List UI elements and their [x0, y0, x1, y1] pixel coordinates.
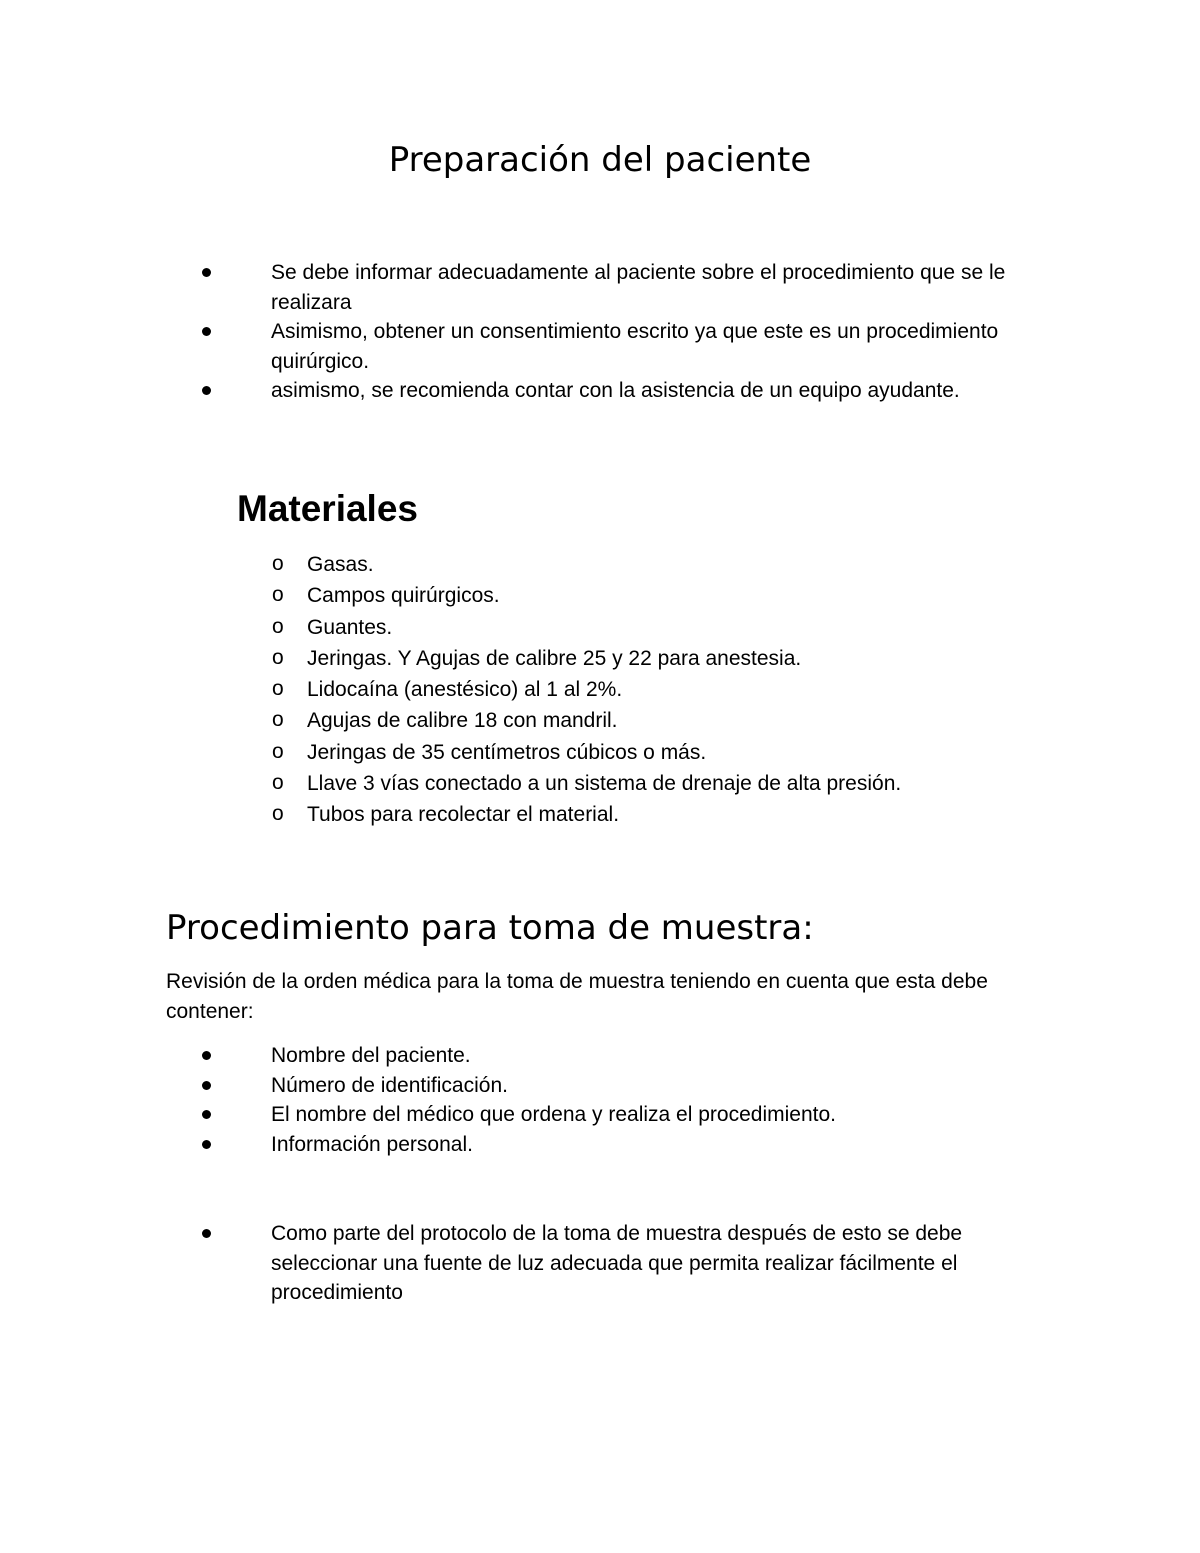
circle-bullet-icon: o: [272, 771, 284, 795]
final-list: [202, 1219, 1042, 1308]
bullet-icon: [202, 327, 211, 336]
list-item-text: Gasas.: [307, 553, 374, 576]
list-item: [202, 1219, 1042, 1308]
list-item: [202, 1130, 1022, 1160]
list-item-text: Jeringas. Y Agujas de calibre 25 y 22 para anestesia.: [307, 646, 802, 670]
list-item: [272, 799, 1072, 830]
bullet-icon: [202, 386, 211, 395]
list-item: [202, 1071, 1022, 1101]
preparacion-list: [202, 258, 1022, 406]
list-item: [272, 580, 1072, 611]
list-item-text: El nombre del médico que ordena y realiza el procedimiento.: [271, 1103, 836, 1126]
document-title: Preparación del paciente: [388, 140, 812, 180]
list-item: [272, 643, 1072, 674]
list-item: [272, 705, 1072, 736]
bullet-icon: [202, 1229, 211, 1238]
list-item-text: Asimismo, obtener un consentimiento escrito ya que este es un procedimiento quirúrgico.: [271, 320, 999, 373]
list-item: [272, 674, 1072, 705]
bullet-icon: [202, 268, 211, 277]
list-item-text: Tubos para recolectar el material.: [307, 803, 620, 827]
list-item: [272, 768, 1072, 799]
list-item-text: Nombre del paciente.: [271, 1044, 471, 1067]
circle-bullet-icon: o: [272, 802, 284, 826]
circle-bullet-icon: o: [272, 708, 284, 732]
list-item: [202, 258, 1022, 317]
list-item: [202, 376, 1022, 406]
materiales-list: [272, 549, 1072, 831]
list-item-text: Campos quirúrgicos.: [307, 584, 500, 608]
materiales-heading: Materiales: [237, 488, 418, 529]
circle-bullet-icon: o: [272, 552, 284, 575]
procedimiento-intro: Revisión de la orden médica para la toma de muestra teniendo en cuenta que esta debe contener:: [166, 970, 988, 1023]
list-item-text: Guantes.: [307, 615, 393, 639]
list-item: [202, 317, 1022, 376]
list-item-text: Llave 3 vías conectado a un sistema de drenaje de alta presión.: [307, 772, 902, 796]
list-item: [202, 1041, 1022, 1071]
circle-bullet-icon: o: [272, 645, 284, 669]
list-item-text: Número de identificación.: [271, 1073, 508, 1097]
orden-list: [202, 1041, 1022, 1159]
list-item: [272, 549, 1072, 580]
bullet-icon: [202, 1110, 211, 1119]
list-item-text: Agujas de calibre 18 con mandril.: [307, 709, 618, 733]
list-item-text: Lidocaína (anestésico) al 1 al 2%.: [307, 678, 623, 702]
circle-bullet-icon: o: [272, 677, 284, 701]
procedimiento-heading: Procedimiento para toma de muestra:: [166, 908, 814, 948]
bullet-icon: [202, 1081, 211, 1090]
bullet-icon: [202, 1140, 211, 1149]
circle-bullet-icon: o: [272, 614, 284, 638]
list-item-text: Jeringas de 35 centímetros cúbicos o más.: [307, 740, 707, 764]
list-item: [272, 737, 1072, 768]
list-item: [202, 1100, 1022, 1130]
list-item-text: Como parte del protocolo de la toma de muestra después de esto se debe seleccionar una fuente de luz adecuada que permita realizar fácilmente el procedimiento: [271, 1222, 963, 1304]
circle-bullet-icon: o: [272, 739, 284, 763]
list-item-text: asimismo, se recomienda contar con la asistencia de un equipo ayudante.: [271, 379, 960, 402]
list-item-text: Se debe informar adecuadamente al paciente sobre el procedimiento que se le realizara: [271, 261, 1006, 314]
list-item: [272, 612, 1072, 643]
list-item-text: Información personal.: [271, 1132, 473, 1156]
bullet-icon: [202, 1051, 211, 1060]
circle-bullet-icon: o: [272, 583, 284, 607]
